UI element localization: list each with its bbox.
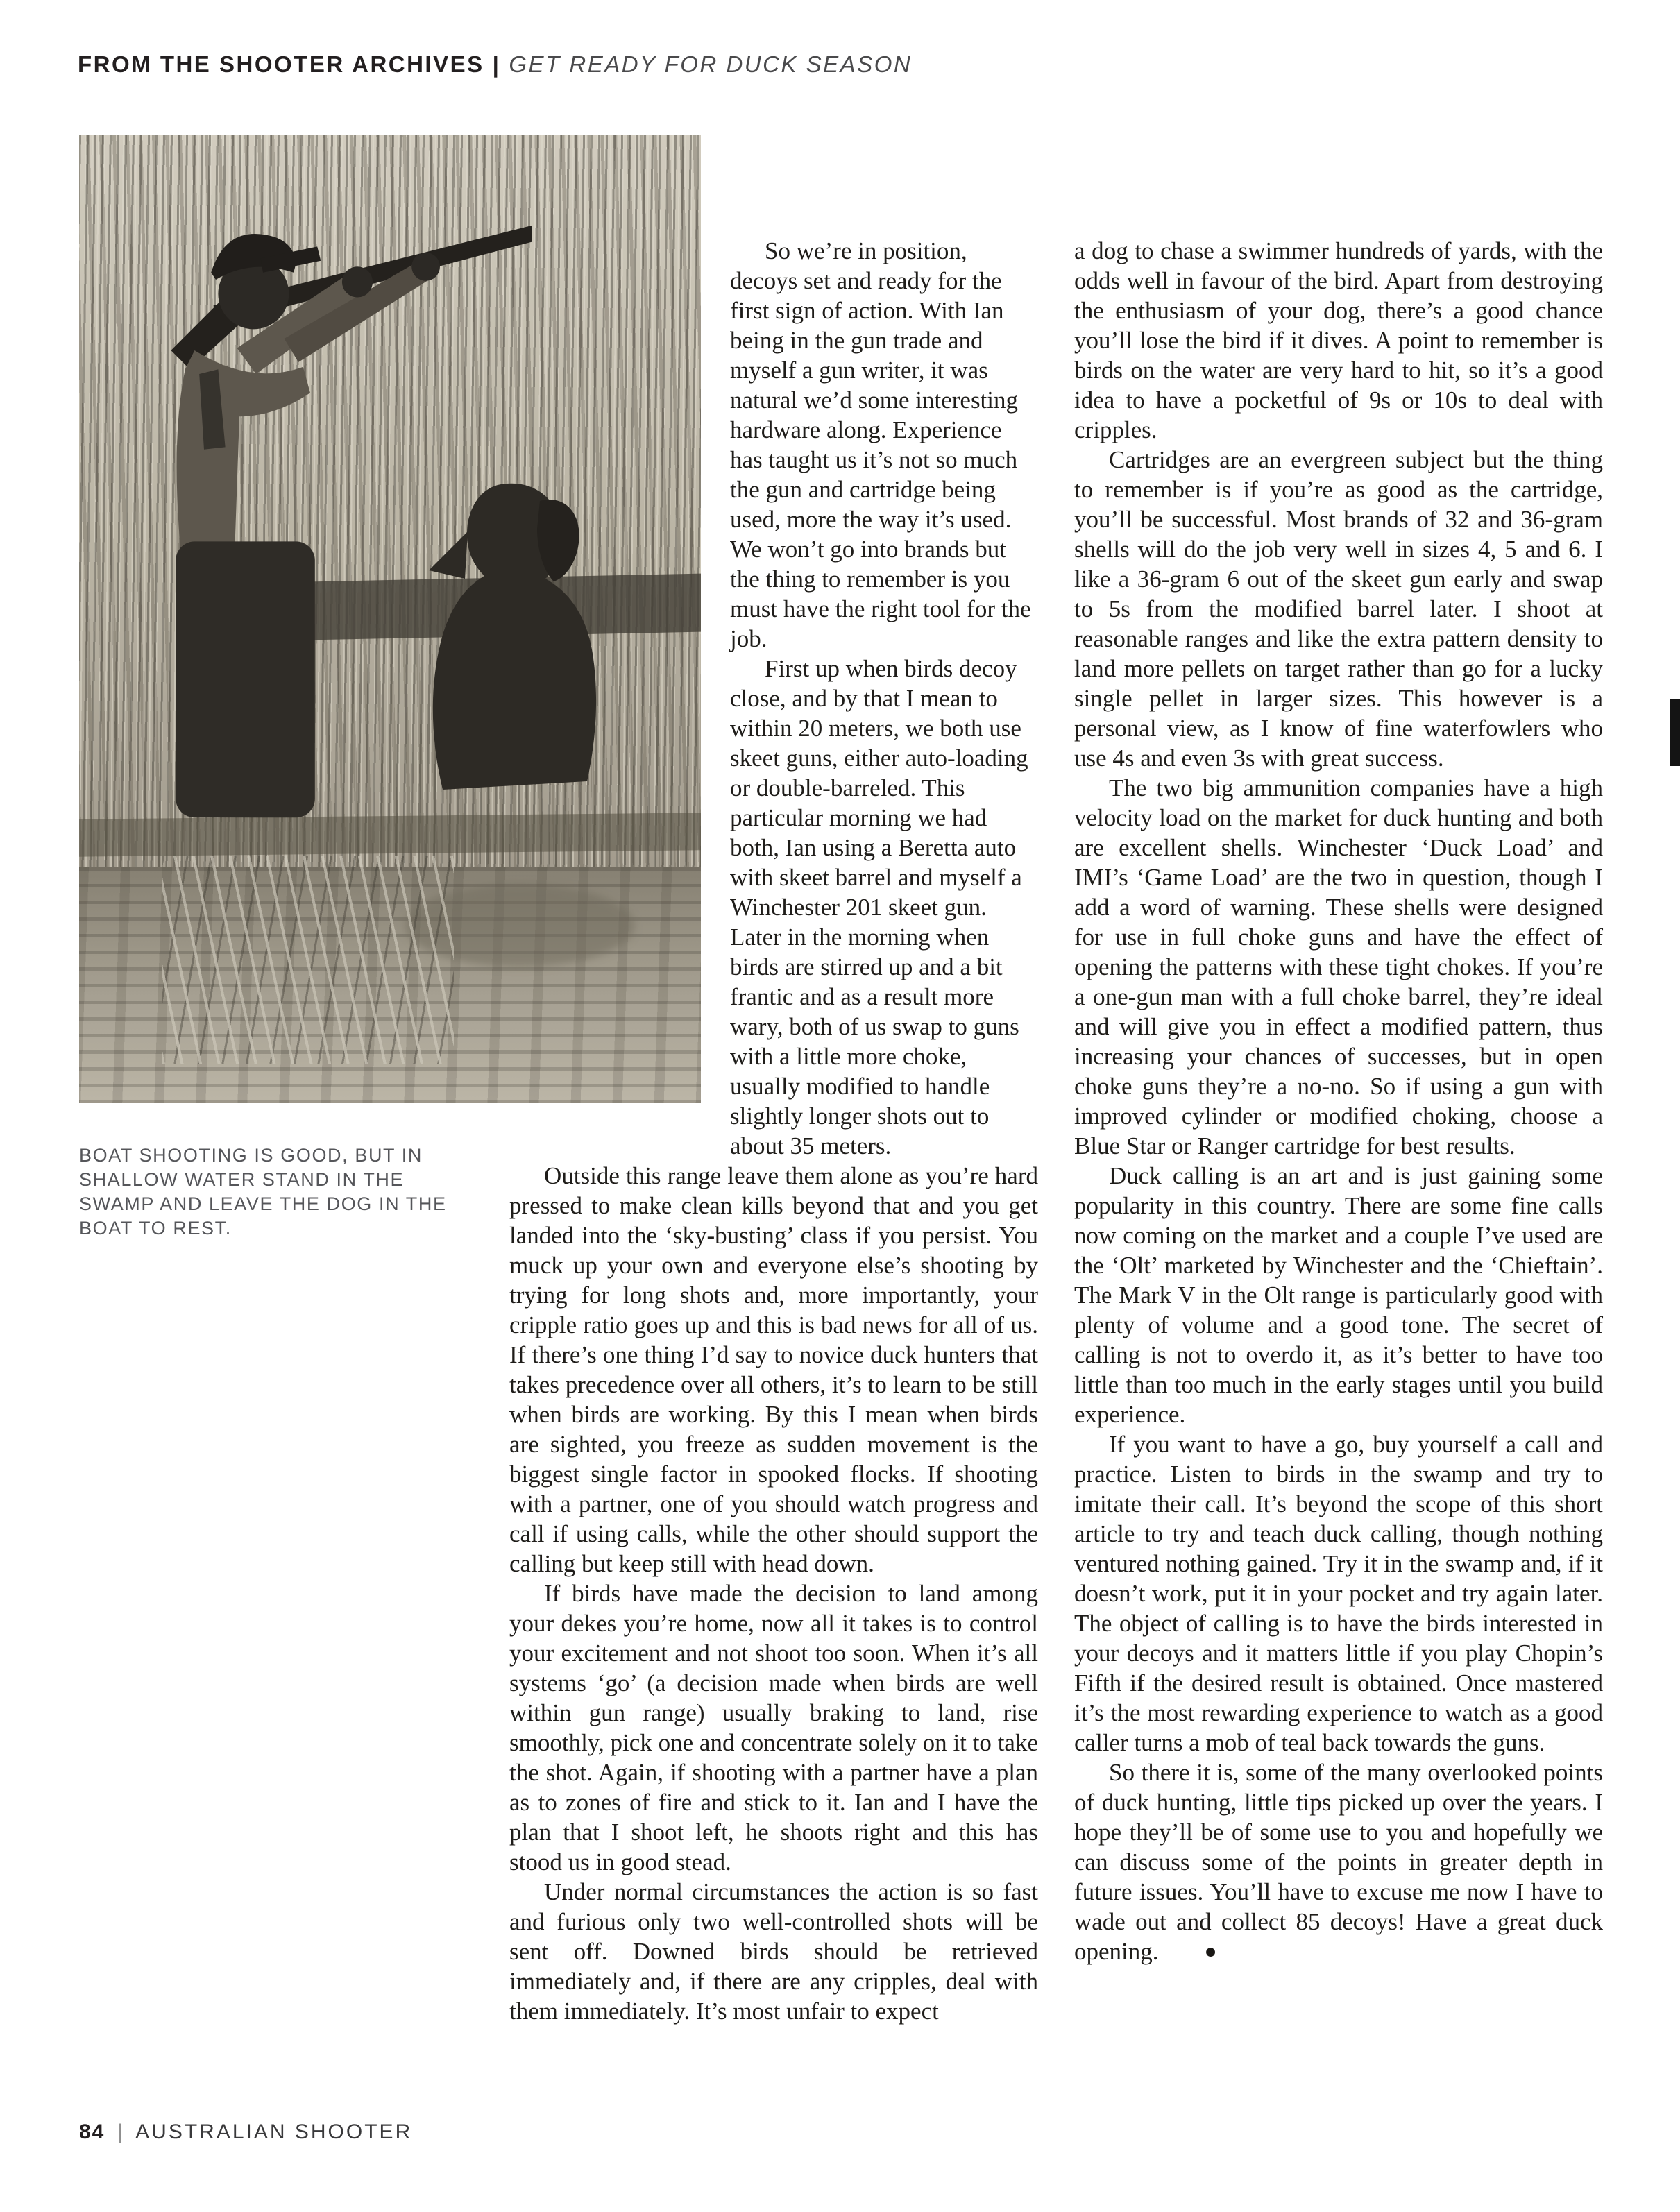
article-column-right [1074,236,1603,1966]
page-header [78,51,912,78]
article-paragraph-text: So there it is, some of the many overlooked points of duck hunting, little tips picked up over the years. I hope they’ll be of some use to you and hopefully we can discuss some of the points in greater depth in future issues. You’ll have to excuse me now I have to wade out and collect 85 decoys! Have a great duck opening. [1074,1759,1603,1965]
article-paragraph: a dog to chase a swimmer hundreds of yards, with the odds well in favour of the bird. Apart from destroying the enthusiasm of your dog, there’s a good chance you’ll lose the bird if it dives. A point to remember is birds on the water are very hard to hit, so it’s a good idea to have a pocketful of 9s or 10s to deal with cripples. [1074,237,1603,443]
article-paragraph-last [1074,1758,1603,1966]
article-paragraph: The two big ammunition companies have a high velocity load on the market for duck hunting and both are excellent shells. Winchester ‘Duck Load’ and IMI’s ‘Game Load’ are the two in question, though I add a word of warning. These shells were designed for use in full choke guns and have the effect of opening the patterns with these tight chokes. If you’re a one-gun man with a full choke barrel, they’re ideal and will give you in effect a modified pattern, thus increasing your chances of successes, but in open choke guns they’re a no-no. So if using a gun with improved cylinder or modified choking, choose a Blue Star or Ranger cartridge for best results. [1074,774,1603,1159]
article-paragraph: If birds have made the decision to land among your dekes you’re home, now all it takes is to control your excitement and not shoot too soon. When it’s all systems ‘go’ (a decision made when birds are well within gun range) usually braking to land, rise smoothly, pick one and concentrate solely on it to take the shot. Again, if shooting with a partner have a plan as to zones of fire and stick to it. Ian and I have the plan that I shoot left, he shoots right and this has stood us in good stead. [509,1580,1038,1875]
article-end-icon: ● [1204,1940,1217,1963]
article-paragraph: Cartridges are an evergreen subject but the thing to remember is if you’re as good as the cartridge, you’ll be successful. Most brands of 32 and 36-gram shells will do the job very well in sizes 4, 5 and 6. I like a 36-gram 6 out of the skeet gun early and swap to 5s from the modified barrel later. I shoot at reasonable ranges and like the extra pattern density to land more pellets on target rather than go for a lucky single pellet in larger sizes. This however is a personal view, as I know of fine waterfowlers who use 4s and even 3s with great success. [1074,446,1603,772]
article-paragraph: Duck calling is an art and is just gaining some popularity in this country. There are some fine calls now coming on the market and a couple I’ve used are the ‘Olt’ marketed by Winchester and the ‘Chieftain’. The Mark V in the Olt range is particularly good with plenty of volume and a good tone. The secret of calling is not to overdo it, as it’s better to have too little than too much in the early stages until you build experience. [1074,1162,1603,1428]
article-paragraph: So we’re in position, decoys set and ready for the first sign of action. With Ian being in the gun trade and myself a gun writer, it was natural we’d some interesting hardware along. Experience has taught us it’s not so much the gun and cartridge being used, more the way it’s used. We won’t go into brands but the thing to remember is you must have the right tool for the job. [730,237,1031,652]
page-number: 84 [79,2120,105,2143]
footer-separator: | [117,2120,124,2143]
article-paragraph: If you want to have a go, buy yourself a call and practice. Listen to birds in the swamp and try to imitate their call. It’s beyond the scope of this short article to try and teach duck calling, though nothing ventured nothing gained. Try it in the swamp and, if it doesn’t work, put it in your pocket and try again later. The object of calling is to have the birds interested in your decoys and it matters little if you play Chopin’s Fifth if the desired result is obtained. Once mastered it’s the most rewarding experience to watch as a good caller turns a mob of teal back towards the guns. [1074,1431,1603,1756]
article-paragraph: Under normal circumstances the action is so fast and furious only two well-controlled shots will be sent off. Downed birds should be retrieved immediately and, if there are any cripples, deal with them immediately. It’s most unfair to expect [509,1878,1038,2025]
article-paragraph: Outside this range leave them alone as you’re hard pressed to make clean kills beyond that and you get landed into the ‘sky-busting’ class if you persist. You muck up your own and everyone else’s shooting by trying for long shots and, more importantly, your cripple ratio goes up and this is bad news for all of us. If there’s one thing I’d say to novice duck hunters that takes precedence over all others, it’s to learn to be still when birds are working. By this I mean when birds are sighted, you freeze as sudden movement is the biggest single factor in spooked flocks. If shooting with a partner, one of you should watch progress and call if using calls, while the other should support the calling but keep still with head down. [509,1162,1038,1577]
header-kicker: FROM THE SHOOTER ARCHIVES [78,51,484,77]
photo-wrap-spacer [509,236,730,1134]
photo-caption: BOAT SHOOTING IS GOOD, BUT IN SHALLOW WATER STAND IN THE SWAMP AND LEAVE THE DOG IN THE BOAT TO REST. [79,1145,447,1239]
page-edge-tab [1670,699,1680,766]
grass-tuft [162,856,454,1064]
article-paragraph: First up when birds decoy close, and by that I mean to within 20 meters, we both use skeet guns, either auto-loading or double-barreled. This particular morning we had both, Ian using a Beretta auto with skeet barrel and myself a Winchester 201 skeet gun. Later in the morning when birds are stirred up and a bit frantic and as a result more wary, both of us swap to guns with a little more choke, usually modified to handle slightly longer shots out to about 35 meters. [730,655,1028,1159]
magazine-name: AUSTRALIAN SHOOTER [135,2120,413,2143]
header-title: GET READY FOR DUCK SEASON [509,51,913,77]
header-separator: | [492,51,501,77]
article-column-middle [509,236,1038,2026]
page-footer [79,2120,412,2144]
